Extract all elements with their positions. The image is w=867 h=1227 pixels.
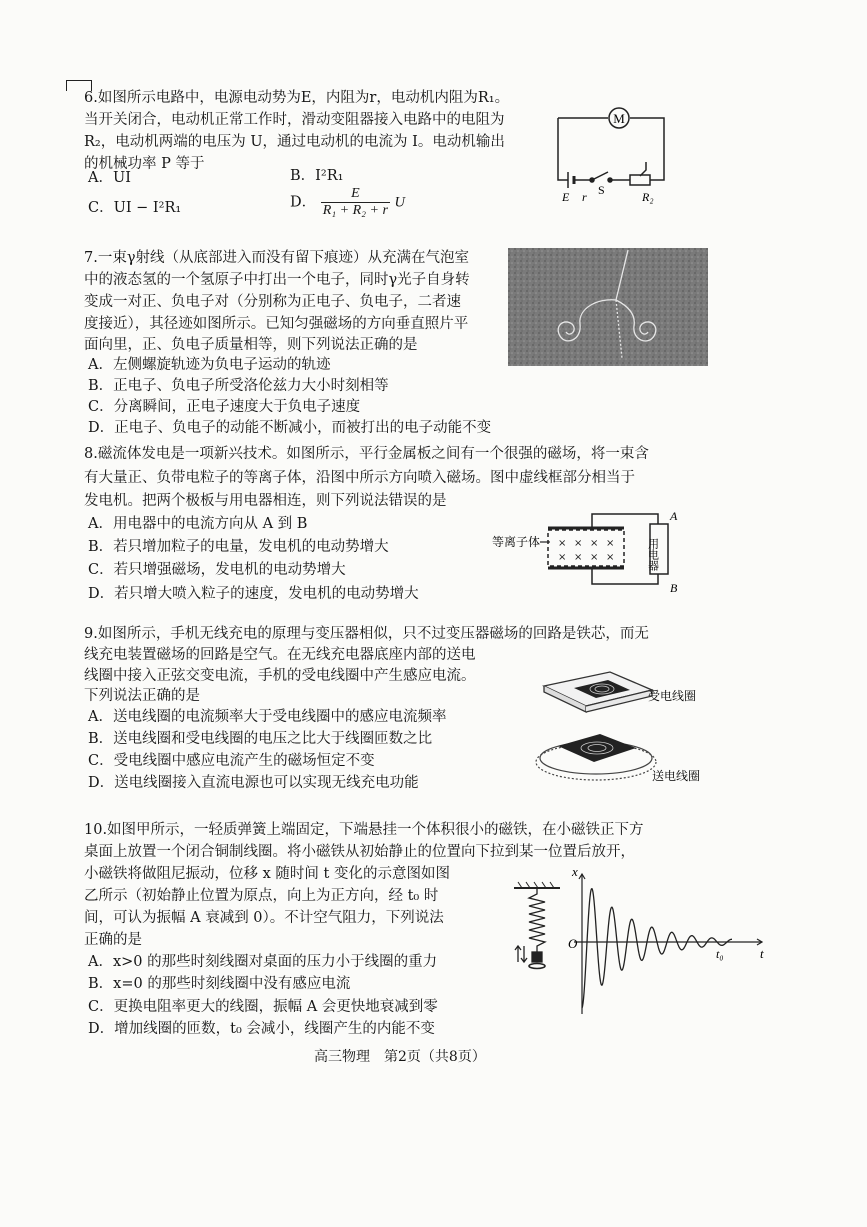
damped-oscillation-curve — [582, 889, 732, 1008]
q9-option-b: B．送电线圈和受电线圈的电压之比大于线圈匝数之比 — [88, 731, 433, 747]
q6-option-b: B．I²R₁ — [290, 168, 344, 184]
q8-option-c: C．若只增强磁场，发电机的电动势增大 — [88, 562, 346, 578]
q10-option-a: A．x>0 的那些时刻线圈对桌面的压力小于线圈的重力 — [88, 954, 438, 970]
terminal-a-label: A — [670, 509, 678, 523]
svg-text:×: × — [590, 552, 599, 563]
q10-line: 桌面上放置一个闭合铜制线圈。将小磁铁从初始静止的位置向下拉到某一位置后放开， — [84, 844, 635, 860]
svg-text:×: × — [558, 552, 567, 563]
q10-option-c: C．更换电阻率更大的线圈，振幅 A 会更快地衰减到零 — [88, 999, 438, 1015]
q8-option-d: D．若只增大喷入粒子的速度，发电机的电动势增大 — [88, 586, 419, 602]
q9-option-c: C．受电线圈中感应电流产生的磁场恒定不变 — [88, 753, 375, 769]
q10-spring-magnet-figure — [510, 862, 772, 1022]
q7-line: 度接近），其径迹如图所示。已知匀强磁场的方向垂直照片平 — [84, 316, 469, 332]
q6-line: R₂，电动机两端的电压为 U，通过电动机的电流为 I。电动机输出 — [84, 134, 505, 150]
q6-line: 6.如图所示电路中，电源电动势为E，内阻为r，电动机内阻为R₁。 — [84, 90, 510, 106]
q9-line: 下列说法正确的是 — [84, 688, 200, 704]
q7-option-a: A．左侧螺旋轨迹为负电子运动的轨迹 — [88, 357, 331, 373]
receive-coil-label: 受电线圈 — [648, 689, 697, 703]
q9-line: 线圈中接入正弦交变电流，手机的受电线圈中产生感应电流。 — [84, 668, 476, 684]
q8-line: 8.磁流体发电是一项新兴技术。如图所示，平行金属板之间有一个很强的磁场，将一束含 — [84, 446, 649, 462]
q10-line: 小磁铁将做阻尼振动，位移 x 随时间 t 变化的示意图如图 — [84, 866, 450, 882]
spring-setup-icon — [514, 882, 560, 969]
switch-label: S — [598, 183, 605, 197]
svg-text:×: × — [590, 538, 599, 549]
page-footer: 高三物理 第2页（共8页） — [314, 1049, 486, 1065]
q8-mhd-generator-figure — [492, 500, 692, 596]
q6-option-d-denominator: R₁ + R₂ + r — [322, 203, 388, 218]
q6-option-d-suffix: U — [394, 194, 406, 211]
send-coil-icon — [558, 734, 636, 762]
t0-label: t₀ — [716, 947, 724, 961]
q6-option-d-numerator: E — [321, 186, 390, 203]
q6-line: 当开关闭合，电动机正常工作时，滑动变阻器接入电路中的电阻为 — [84, 112, 505, 128]
x-axis-label: x — [572, 864, 578, 879]
q7-option-b: B．正电子、负电子所受洛伦兹力大小时刻相等 — [88, 378, 389, 394]
t-axis-label: t — [760, 946, 764, 961]
send-coil-label: 送电线圈 — [652, 769, 701, 783]
origin-label: O — [568, 936, 578, 951]
q10-option-b: B．x=0 的那些时刻线圈中没有感应电流 — [88, 976, 351, 992]
q9-option-a: A．送电线圈的电流频率大于受电线圈中的感应电流频率 — [88, 709, 447, 725]
rheostat-label: R₂ — [642, 190, 654, 204]
q8-line: 有大量正、负带电粒子的等离子体，沿图中所示方向喷入磁场。图中虚线框部分相当于 — [84, 470, 635, 486]
emf-label: E — [562, 190, 570, 204]
q6-circuit-figure — [548, 100, 678, 205]
svg-text:×: × — [606, 538, 615, 549]
q7-line: 面向里，正、负电子质量相等，则下列说法正确的是 — [84, 337, 418, 353]
q10-line: 乙所示（初始静止位置为原点，向上为正方向，经 t₀ 时 — [84, 888, 439, 904]
q7-line: 变成一对正、负电子对（分别称为正电子、负电子，二者速 — [84, 294, 461, 310]
q10-option-d: D．增加线圈的匝数，t₀ 会减小，线圈产生的内能不变 — [88, 1021, 435, 1037]
q6-option-a: A．UI — [88, 170, 131, 186]
q7-line: 7.一束γ射线（从底部进入而没有留下痕迹）从充满在气泡室 — [84, 250, 469, 266]
q6-option-c: C．UI − I²R₁ — [88, 200, 182, 216]
q7-option-d: D．正电子、负电子的动能不断减小，而被打出的电子动能不变 — [88, 420, 492, 436]
q7-bubble-chamber-photo — [508, 248, 708, 366]
svg-text:×: × — [606, 552, 615, 563]
q7-line: 中的液态氢的一个氢原子中打出一个电子，同时γ光子自身转 — [84, 272, 470, 288]
magnetic-field-marks — [558, 538, 614, 563]
q8-option-a: A．用电器中的电流方向从 A 到 B — [88, 516, 308, 532]
q6-line: 的机械功率 P 等于 — [84, 156, 205, 172]
q10-line: 10.如图甲所示，一轻质弹簧上端固定，下端悬挂一个体积很小的磁铁，在小磁铁正下方 — [84, 822, 644, 838]
q8-line: 发电机。把两个极板与用电器相连，则下列说法错误的是 — [84, 493, 447, 509]
q9-line: 9.如图所示，手机无线充电的原理与变压器相似，只不过变压器磁场的回路是铁芯，而无 — [84, 626, 649, 642]
motor-label: M — [613, 111, 625, 126]
device-label: 用电器 — [646, 538, 660, 571]
displacement-time-graph — [568, 864, 764, 1014]
q8-option-b: B．若只增加粒子的电量，发电机的电动势增大 — [88, 539, 389, 555]
terminal-b-label: B — [670, 581, 678, 595]
svg-text:×: × — [574, 538, 583, 549]
q9-option-d: D．送电线圈接入直流电源也可以实现无线充电功能 — [88, 775, 419, 791]
svg-text:×: × — [574, 552, 583, 563]
q7-option-c: C．分离瞬间，正电子速度大于负电子速度 — [88, 399, 361, 415]
resistance-r-label: r — [582, 190, 587, 204]
q6-option-d — [290, 186, 405, 219]
plasma-label: 等离子体 — [492, 535, 541, 549]
svg-text:×: × — [558, 538, 567, 549]
q10-line: 间，可认为振幅 A 衰减到 0）。不计空气阻力，下列说法 — [84, 910, 444, 926]
q6-option-d-fraction — [321, 186, 390, 219]
q6-option-d-prefix: D． — [290, 194, 317, 211]
q9-line: 线充电装置磁场的回路是空气。在无线充电器底座内部的送电 — [84, 647, 476, 663]
q9-wireless-charging-figure — [530, 668, 720, 786]
q10-line: 正确的是 — [84, 932, 142, 948]
